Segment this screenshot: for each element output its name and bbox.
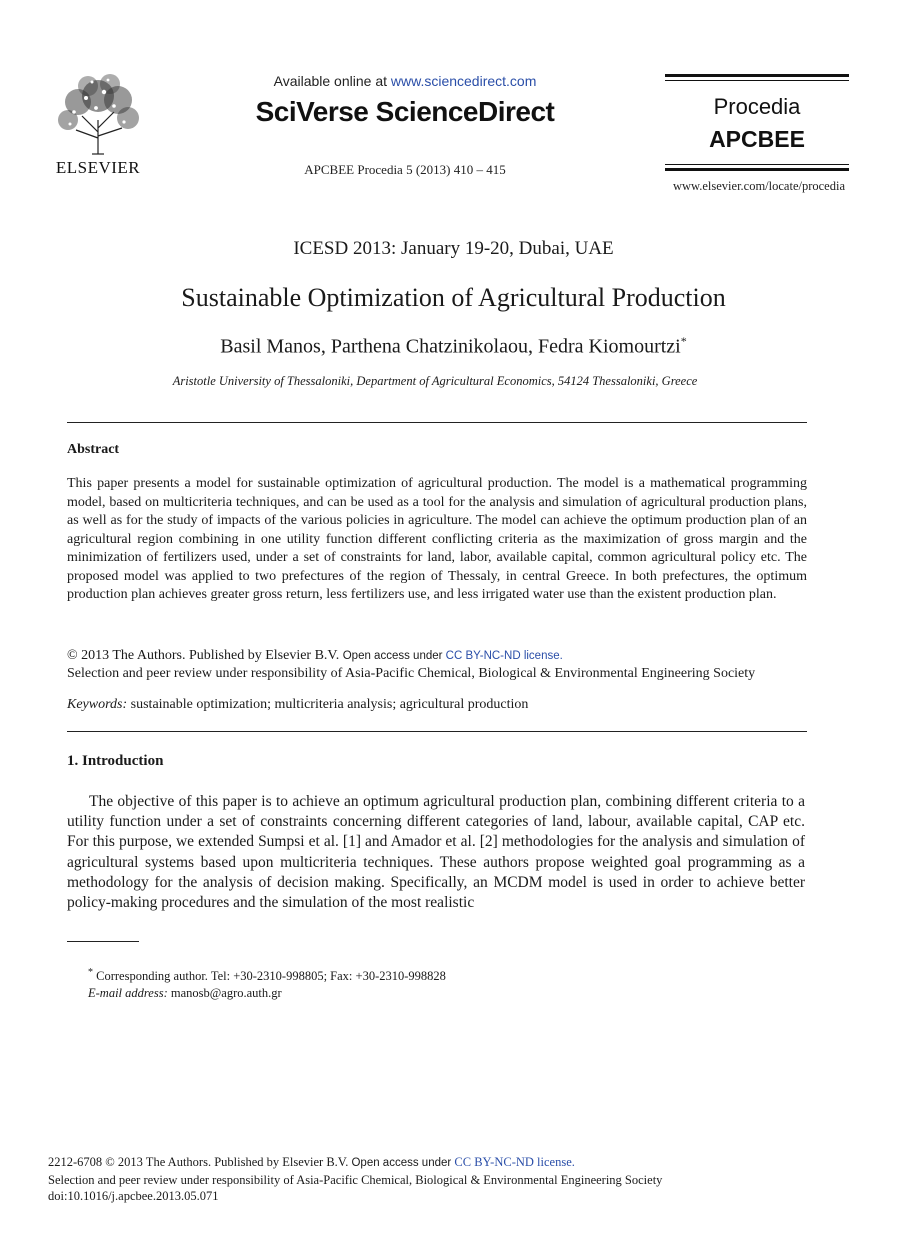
footer-open-access-label: Open access under <box>351 1157 455 1169</box>
author-list <box>0 334 907 359</box>
footer-doi[interactable]: doi:10.1016/j.apcbee.2013.05.071 <box>48 1189 219 1203</box>
elsevier-tree-icon <box>48 72 148 156</box>
footnote-rule <box>67 941 139 942</box>
authors-text: Basil Manos, Parthena Chatzinikolaou, Fedra Kiomourtzi <box>220 335 681 358</box>
journal-url-link[interactable]: www.elsevier.com/locate/procedia <box>672 179 846 193</box>
keywords-line <box>67 697 807 713</box>
license-link[interactable]: CC BY-NC-ND license. <box>445 650 563 662</box>
open-access-label: Open access under <box>342 650 446 662</box>
footer-issn: 2212-6708 © 2013 The Authors. Published by Elsevier B.V. <box>48 1155 352 1169</box>
footer-issn-line <box>48 1154 868 1172</box>
divider-top <box>67 422 807 423</box>
journal-logo-rule-top <box>665 74 849 77</box>
page-footer <box>48 1154 868 1205</box>
platform-logo: SciVerse ScienceDirect <box>255 96 555 127</box>
footer-license-link[interactable]: CC BY-NC-ND license. <box>454 1155 575 1169</box>
journal-reference: APCBEE Procedia 5 (2013) 410 – 415 <box>304 162 506 177</box>
journal-name-line2: APCBEE <box>709 126 805 152</box>
footnote <box>88 965 688 1001</box>
journal-name-line1: Procedia <box>713 94 801 119</box>
conference-line: ICESD 2013: January 19-20, Dubai, UAE <box>293 238 614 259</box>
copyright-block <box>67 647 827 683</box>
keywords-list: sustainable optimization; multicriteria analysis; agricultural production <box>127 697 529 712</box>
footnote-corresponding: Corresponding author. Tel: +30-2310-998805; Fax: +30-2310-998828 <box>93 969 446 984</box>
available-online-line <box>230 73 580 89</box>
keywords-label: Keywords: <box>67 697 128 712</box>
journal-logo-rule-top-thin <box>665 80 849 81</box>
journal-logo-box <box>665 74 849 174</box>
peer-review-line: Selection and peer review under responsibility of Asia-Pacific Chemical, Biological & Environmental Engineering Society <box>67 666 756 681</box>
footnote-email-line <box>88 985 688 1002</box>
paper-title: Sustainable Optimization of Agricultural Production <box>181 283 726 312</box>
available-prefix: Available online at <box>273 73 391 89</box>
introduction-body: The objective of this paper is to achieve an optimum agricultural production plan, combining different criteria to a utility function under a set of constraints concerning different categories of land, labour, available capital, CAP etc. For this purpose, we extended Sumpsi et al. [1] and Amador et al. [2] methodologies for the analysis and simulation of agricultural systems based upon multicriteria techniques. These authors propose weighted goal programming as a methodology for the analysis of decision making. Specifically, an MCDM model is used in order to achieve better policy-making procedures and the simulation of the most realistic <box>67 793 805 912</box>
email-label: E-mail address: <box>88 985 168 1000</box>
abstract-heading: Abstract <box>67 442 120 457</box>
affiliation: Aristotle University of Thessaloniki, Department of Agricultural Economics, 54124 Thessaloniki, Greece <box>172 374 698 388</box>
section-heading-introduction: 1. Introduction <box>67 753 164 769</box>
publisher-name: ELSEVIER <box>55 158 141 177</box>
journal-logo-rule-bottom <box>665 168 849 171</box>
corresponding-author-mark[interactable]: * <box>680 334 687 348</box>
elsevier-logo <box>48 72 148 180</box>
divider-bottom <box>67 731 807 732</box>
footnote-corresponding-line <box>88 965 688 985</box>
journal-logo-rule-bottom-thin <box>665 164 849 165</box>
footnote-mark: * <box>88 967 93 978</box>
sciencedirect-link[interactable]: www.sciencedirect.com <box>390 73 537 89</box>
email-address[interactable]: manosb@agro.auth.gr <box>167 985 282 1000</box>
abstract-body: This paper presents a model for sustainable optimization of agricultural production. The model is a mathematical programming model, based on multicriteria techniques, and can be used as a tool for the analysis and simulation of agricultural production plans, as well as for the study of impacts of the various policies in agriculture. The model can achieve the optimum production plan of an agricultural region combining in one utility function different conflicting criteria as the maximization of gross margin and the minimization of fertilizers used, under a set of constraints for land, labor, available capital, common agricultural policy etc. The proposed model was applied to two prefectures of the region of Thessaly, in central Greece. In both prefectures, the optimum production plan achieves greater gross return, less fertilizers use, and less irrigated water use than the existent production plan. <box>67 476 807 602</box>
copyright-prefix: © 2013 The Authors. Published by Elsevier B.V. <box>67 648 343 663</box>
footer-peer-review: Selection and peer review under responsibility of Asia-Pacific Chemical, Biological & Environmental Engineering Society <box>48 1172 663 1187</box>
copyright-line <box>67 647 827 665</box>
